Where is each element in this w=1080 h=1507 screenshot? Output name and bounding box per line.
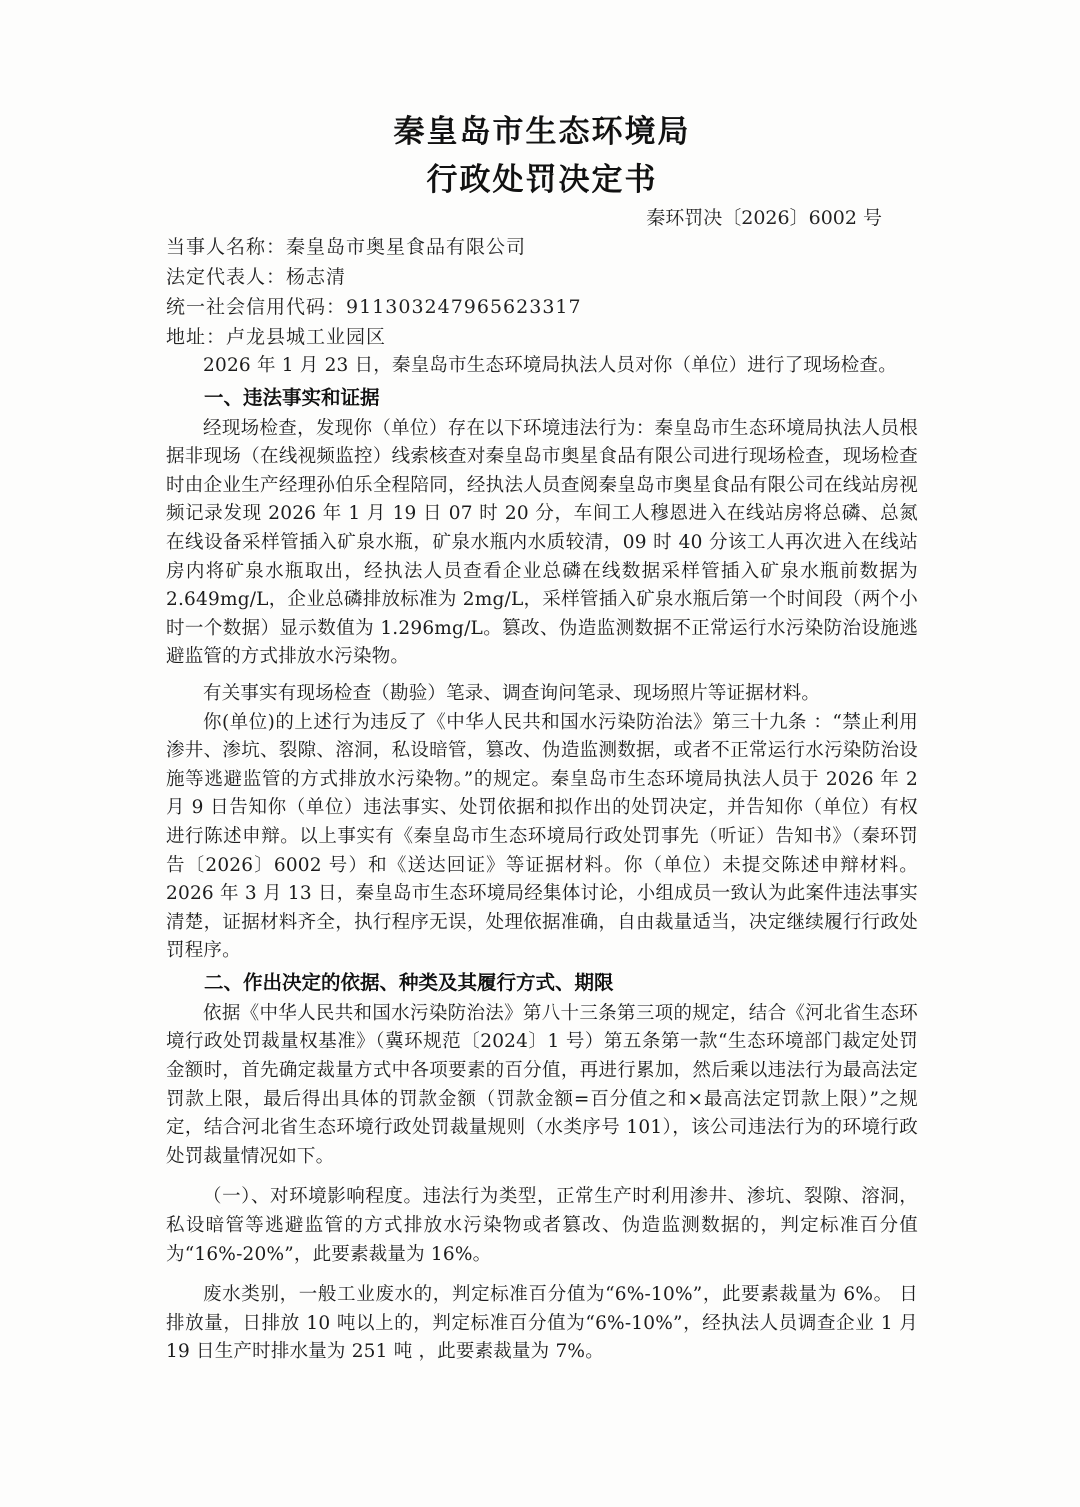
spacer <box>166 1269 918 1281</box>
section1-paragraph-evidence: 有关事实有现场检查（勘验）笔录、调查询问笔录、现场照片等证据材料。 <box>203 682 821 704</box>
section2-paragraph-basis: 依据《中华人民共和国水污染防治法》第八十三条第三项的规定，结合《河北省生态环境行政处罚裁量权基准》（冀环规范〔2024〕1 号）第五条第一款“生态环境部门裁定处罚金额时，首先确定裁量方式中各项要素的百分值，再进行累加，然后乘以违法行为最高法定罚款上限，最后得出具体的罚款金额（罚款金额=百分值之和×最高法定罚款上限）”之规定，结合河北省生态环境行政处罚裁量规则（水类序号 101），该公司违法行为的环境行政处罚裁量情况如下。 <box>166 1002 918 1167</box>
section2-heading: 二、作出决定的依据、种类及其履行方式、期限 <box>204 970 614 994</box>
section1-paragraph-facts: 经现场检查，发现你（单位）存在以下环境违法行为：秦皇岛市生态环境局执法人员根据非现场（在线视频监控）线索核查对秦皇岛市奥星食品有限公司进行现场检查，现场检查时由企业生产经理孙伯乐全程陪同，经执法人员查阅秦皇岛市奥星食品有限公司在线站房视频记录发现 2026 年 1 月 19 日 07 时 20 分，车间工人穆恩进入在线站房将总磷、总氮在线设备采样管插入矿泉水瓶，矿泉水瓶内水质较清，09 时 40 分该工人再次进入在线站房内将矿泉水瓶取出，经执法人员查看企业总磷在线数据采样管插入矿泉水瓶前数据为 2.649mg/L，企业总磷排放标准为 2mg/L，采样管插入矿泉水瓶后第一个时间段（两个小时一个数据）显示数值为 1.296mg/L。篡改、伪造监测数据不正常运行水污染防治设施逃避监管的方式排放水污染物。 <box>166 417 918 668</box>
spacer <box>166 672 918 680</box>
document-title-line1: 秦皇岛市生态环境局 <box>393 114 691 150</box>
document-body <box>166 108 918 1367</box>
section1-paragraph-violation: 你(单位)的上述行为违反了《中华人民共和国水污染防治法》第三十九条 ：“禁止利用渗井、渗坑、裂隙、溶洞，私设暗管，篡改、伪造监测数据，或者不正常运行水污染防治设施等逃避监管的方式排放水污染物。”的规定。秦皇岛市生态环境局执法人员于 2026 年 2 月 9 日告知你（单位）违法事实、处罚依据和拟作出的处罚决定，并告知你（单位）有权进行陈述申辩。以上事实有《秦皇岛市生态环境局行政处罚事先（听证）告知书》（秦环罚告〔2026〕6002 号）和《送达回证》等证据材料。你（单位）未提交陈述申辩材料。2026 年 3 月 13 日，秦皇岛市生态环境局经集体讨论，小组成员一致认为此案件违法事实清楚，证据材料齐全，执行程序无误，处理依据准确，自由裁量适当，决定继续履行行政处罚程序。 <box>166 711 918 962</box>
party-name: 当事人名称：秦皇岛市奥星食品有限公司 <box>166 236 527 258</box>
credit-code: 统一社会信用代码：911303247965623317 <box>166 296 582 318</box>
document-title-line2: 行政处罚决定书 <box>426 162 658 198</box>
section2-paragraph-wastewater: 废水类别，一般工业废水的，判定标准百分值为“6%-10%”，此要素裁量为 6%。 日排放量，日排放 10 吨以上的，判定标准百分值为“6%-10%”，经执法人员调查企业 1 月 19 日生产时排水量为 251 吨 ，此要素裁量为 7%。 <box>166 1284 918 1363</box>
section2-paragraph-impact: （一）、对环境影响程度。违法行为类型，正常生产时利用渗井、渗坑、裂隙、溶洞，私设暗管等逃避监管的方式排放水污染物或者篡改、伪造监测数据的，判定标准百分值为“16%-20%”，此要素裁量为 16%。 <box>166 1186 918 1265</box>
legal-representative: 法定代表人：杨志清 <box>166 266 347 288</box>
document-number: 秦环罚决〔2026〕6002 号 <box>646 207 882 229</box>
section1-heading: 一、违法事实和证据 <box>204 385 380 409</box>
spacer <box>166 1171 918 1183</box>
party-address: 地址：卢龙县城工业园区 <box>166 326 387 348</box>
intro-paragraph: 2026 年 1 月 23 日，秦皇岛市生态环境局执法人员对你（单位）进行了现场检查。 <box>203 355 897 376</box>
